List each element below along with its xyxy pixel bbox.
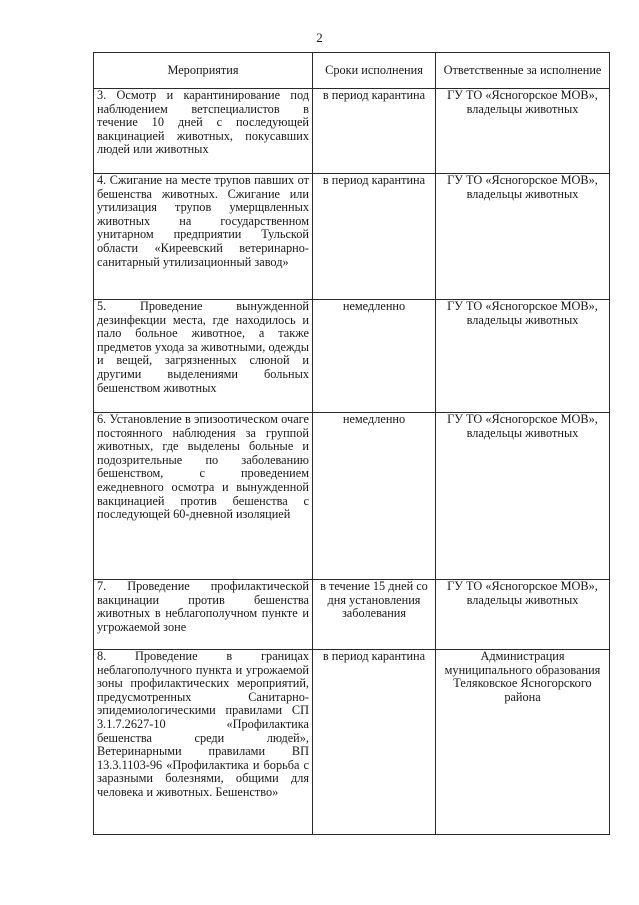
table-header-row <box>94 53 610 89</box>
table-row <box>94 174 610 300</box>
table-row <box>94 89 610 174</box>
table-row <box>94 580 610 650</box>
responsible-cell: ГУ ТО «Ясногорское МОВ», владельцы животных <box>436 580 610 650</box>
responsible-cell: ГУ ТО «Ясногорское МОВ», владельцы животных <box>436 174 610 300</box>
term-cell: в течение 15 дней со дня установления заболевания <box>313 580 436 650</box>
term-cell: немедленно <box>313 413 436 580</box>
page-number: 2 <box>316 30 323 45</box>
table-row <box>94 650 610 835</box>
term-cell: в период карантина <box>313 89 436 174</box>
responsible-cell: ГУ ТО «Ясногорское МОВ», владельцы животных <box>436 89 610 174</box>
table-row <box>94 300 610 413</box>
measure-cell: 8. Проведение в границах неблагополучного пункта и угрожаемой зоны профилактических мероприятий, предусмотренных Санитарно-эпидемиологическими правилами СП 3.1.7.2627-10 «Профилактика бешенства среди людей», Ветеринарными правилами ВП 13.3.1103-96 «Профилактика и борьба с заразными болезнями, общими для человека и животных. Бешенство» <box>94 650 313 835</box>
measure-cell: 7. Проведение профилактической вакцинации против бешенства животных в неблагополучном пункте и угрожаемой зоне <box>94 580 313 650</box>
measure-cell: 3. Осмотр и карантинирование под наблюдением ветспециалистов в течение 10 дней с последующей вакцинацией животных, покусавших людей или животных <box>94 89 313 174</box>
header-responsible: Ответственные за исполнение <box>436 53 610 89</box>
measure-cell: 6. Установление в эпизоотическом очаге постоянного наблюдения за группой животных, где выделены больные и подозрительные по заболеванию бешенством, с проведением ежедневного осмотра и вынужденной вакцинацией против бешенства с последующей 60-дневной изоляцией <box>94 413 313 580</box>
table-row <box>94 413 610 580</box>
measure-cell: 4. Сжигание на месте трупов павших от бешенства животных. Сжигание или утилизация трупов умерщвленных животных на государственном унитарном предприятии Тульской области «Киреевский ветеринарно-санитарный утилизационный завод» <box>94 174 313 300</box>
header-terms: Сроки исполнения <box>313 53 436 89</box>
responsible-cell: Администрация муниципального образования Теляковское Ясногорского района <box>436 650 610 835</box>
responsible-cell: ГУ ТО «Ясногорское МОВ», владельцы животных <box>436 300 610 413</box>
term-cell: в период карантина <box>313 650 436 835</box>
header-measures: Мероприятия <box>94 53 313 89</box>
measure-cell: 5. Проведение вынужденной дезинфекции места, где находилось и пало больное животное, а также предметов ухода за животными, одежды и вещей, загрязненных слюной и другими выделениями больных бешенством животных <box>94 300 313 413</box>
measures-table <box>93 52 610 835</box>
term-cell: в период карантина <box>313 174 436 300</box>
term-cell: немедленно <box>313 300 436 413</box>
responsible-cell: ГУ ТО «Ясногорское МОВ», владельцы животных <box>436 413 610 580</box>
